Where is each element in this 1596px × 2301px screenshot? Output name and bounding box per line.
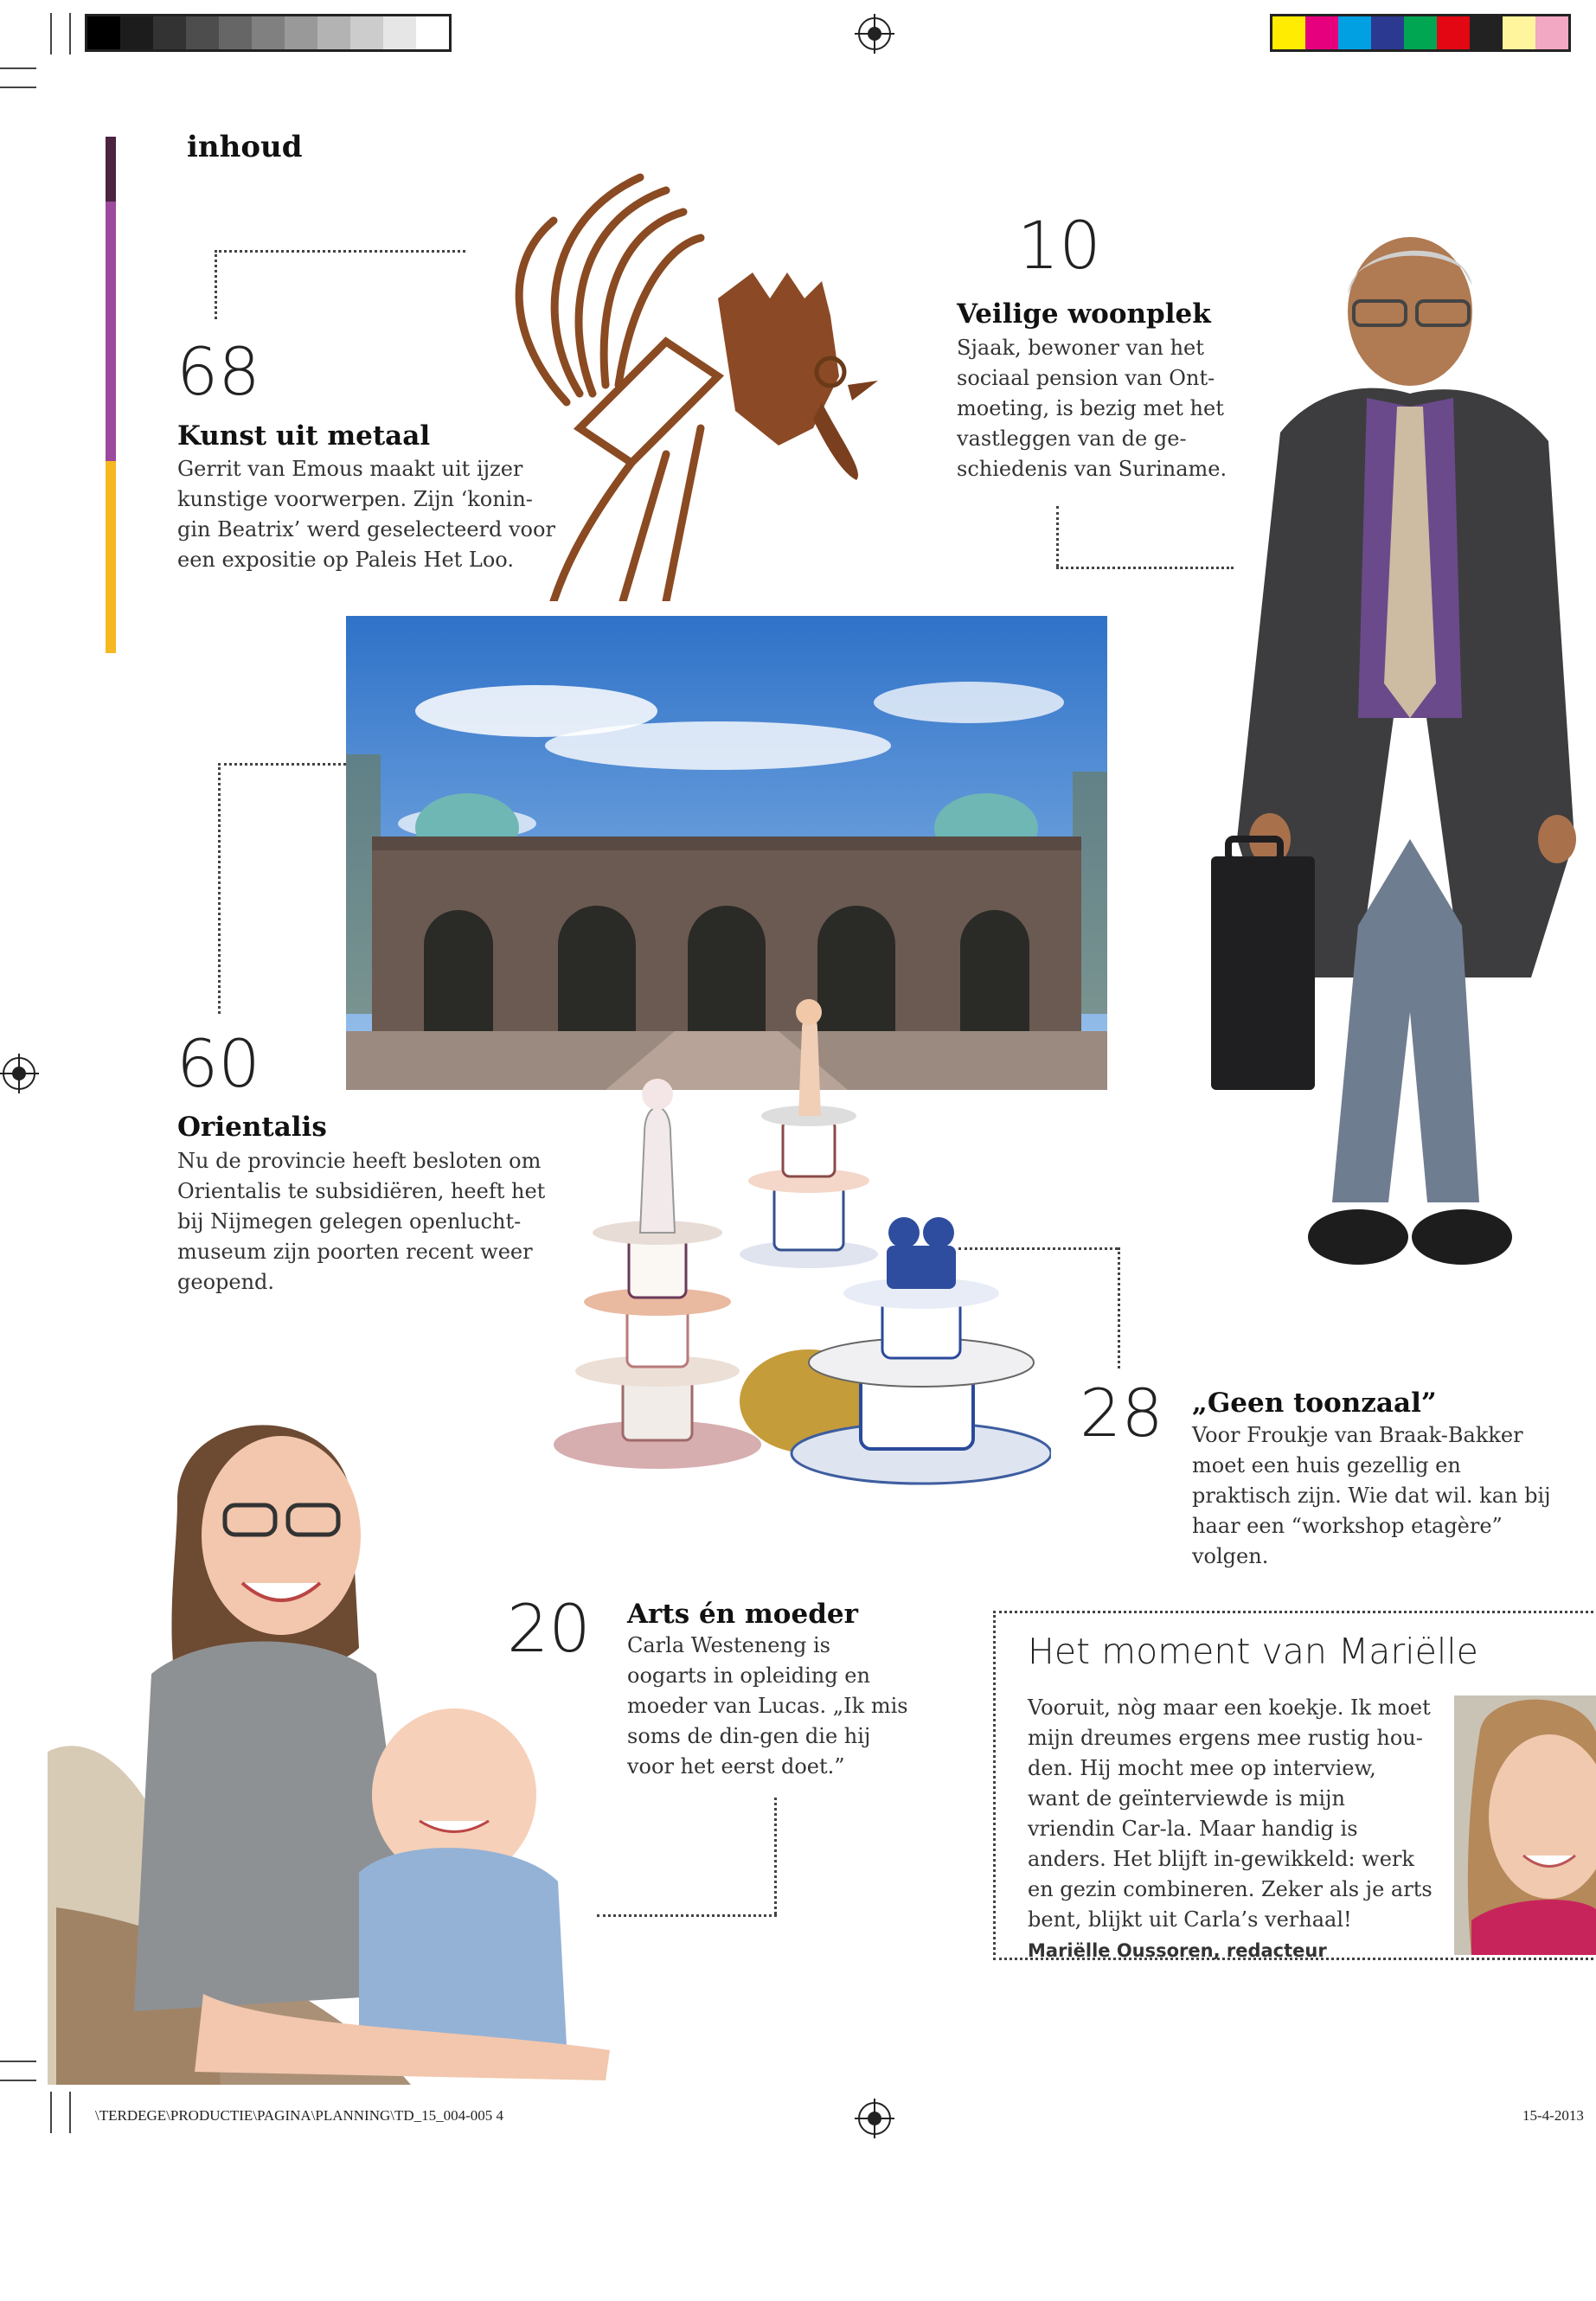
crop-mark [0, 87, 36, 88]
article-number: 10 [1017, 207, 1101, 284]
section-label: inhoud [187, 130, 303, 164]
article-number: 60 [176, 1025, 260, 1102]
crop-mark [69, 2092, 71, 2133]
leader-line [1118, 1247, 1120, 1368]
footer-date: 15-4-2013 [1522, 2107, 1584, 2124]
leader-line [958, 1247, 1118, 1250]
editorial-signature: Mariëlle Oussoren, redacteur [1028, 1940, 1327, 1961]
article-title[interactable]: Kunst uit metaal [177, 420, 431, 452]
editorial-body [1028, 1693, 1434, 1966]
editorial-text: Vooruit, nòg maar een koekje. Ik moet mijn dreumes ergens mee rustig hou-den. Hij mocht mee op interview, want de geïnterviewde is mijn vriendin Car-la. Maar handig is anders. Het blijft in-gewikkeld: werk en gezin combineren. Zeker als je arts bent, blijkt uit Carla’s verhaal! [1028, 1695, 1433, 1932]
leader-line [597, 1914, 777, 1917]
registration-mark-icon [858, 17, 891, 50]
article-title[interactable]: Arts én moeder [627, 1599, 858, 1630]
crop-mark [50, 13, 52, 54]
crop-mark [0, 2080, 36, 2081]
crop-mark [50, 2092, 52, 2133]
footer-file-path: \TERDEGE\PRODUCTIE\PAGINA\PLANNING\TD_15_004-005 4 [95, 2107, 504, 2124]
section-bar-purple [106, 202, 116, 461]
leader-line [218, 763, 221, 1014]
section-bar-yellow [106, 461, 116, 653]
man-with-briefcase-photo [1202, 234, 1583, 1289]
section-bar-dark [106, 137, 116, 202]
article-summary: Carla Westeneng is oogarts in opleiding en moeder van Lucas. „Ik mis soms de din-gen die hij voor het eerst doet.” [627, 1633, 908, 1779]
leader-line [215, 250, 217, 319]
article-summary: Voor Froukje van Braak-Bakker moet een huis gezellig en praktisch zijn. Wie dat wil. kan bij haar een “workshop etagère” volgen. [1192, 1423, 1551, 1568]
article-number: 68 [176, 333, 260, 410]
editorial-box [993, 1611, 1596, 1960]
article-number: 20 [507, 1590, 591, 1667]
article-title[interactable]: Orientalis [177, 1112, 327, 1143]
article-title[interactable]: Veilige woonplek [957, 298, 1211, 330]
crop-mark [0, 67, 36, 69]
crop-mark [0, 2061, 36, 2062]
leader-line [215, 250, 465, 253]
article-number: 28 [1080, 1375, 1163, 1452]
editor-portrait-photo [1454, 1695, 1596, 1955]
leader-line [1056, 506, 1059, 567]
article-title[interactable]: „Geen toonzaal” [1192, 1388, 1437, 1419]
registration-mark-icon [3, 1057, 35, 1090]
article-summary: Gerrit van Emous maakt uit ijzer kunstige voorwerpen. Zijn ‘konin-gin Beatrix’ werd geselecteerd voor een expositie op Paleis Het Loo. [177, 457, 555, 572]
article-summary: Sjaak, bewoner van het sociaal pension van Ont-moeting, is bezig met het vastleggen van de ge-schiedenis van Suriname. [957, 336, 1227, 481]
grayscale-swatches [85, 14, 452, 52]
registration-mark-icon [858, 2102, 891, 2135]
color-swatches [1270, 14, 1571, 52]
article-summary: Nu de provincie heeft besloten om Orientalis te subsidiëren, heeft het bij Nijmegen gelegen openlucht-museum zijn poorten recent weer geopend. [177, 1149, 546, 1294]
crop-mark [69, 13, 71, 54]
leader-line [774, 1798, 777, 1914]
mother-and-child-photo [48, 1388, 692, 2085]
editorial-title: Het moment van Mariëlle [1028, 1631, 1478, 1672]
leader-line [218, 763, 346, 766]
